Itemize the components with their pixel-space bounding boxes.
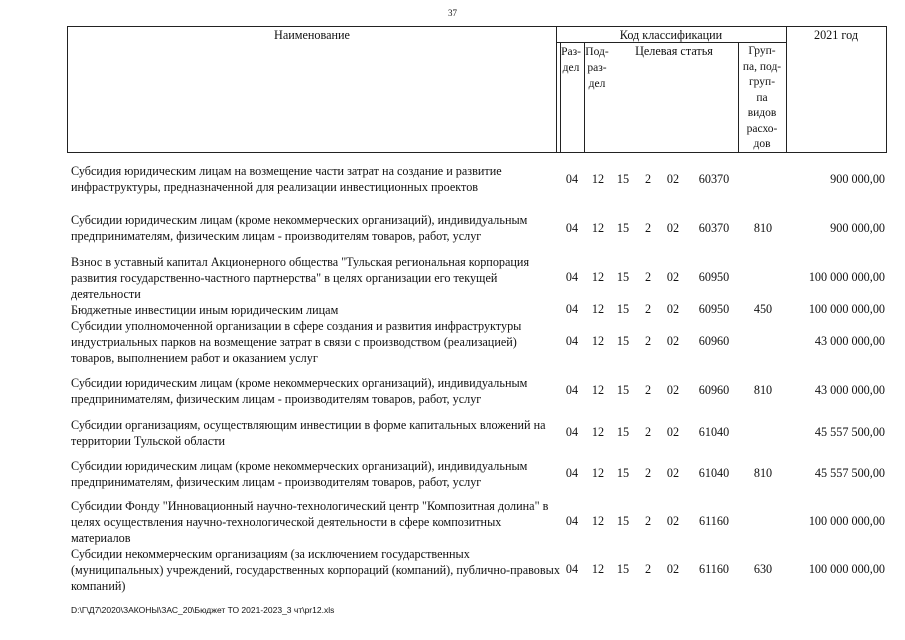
cell-target-3: 02 (666, 172, 680, 186)
cell-razdel: 04 (565, 466, 579, 480)
cell-vid: 810 (753, 466, 773, 480)
cell-target-1: 15 (616, 466, 630, 480)
cell-razdel: 04 (565, 270, 579, 284)
cell-target-3: 02 (666, 383, 680, 397)
cell-target-4: 60950 (698, 270, 730, 284)
cell-target-1: 15 (616, 302, 630, 316)
cell-target-2: 2 (644, 270, 652, 284)
table-header (67, 26, 887, 153)
cell-target-4: 60370 (698, 172, 730, 186)
cell-target-3: 02 (666, 270, 680, 284)
cell-razdel: 04 (565, 172, 579, 186)
row-name: Субсидии юридическим лицам (кроме некоммерческих организаций), индивидуальным предпринимателям, физическим лицам - производителям товаров, работ, услуг (71, 459, 528, 489)
cell-podrazdel: 12 (591, 334, 605, 348)
cell-podrazdel: 12 (591, 383, 605, 397)
cell-target-2: 2 (644, 425, 652, 439)
cell-target-1: 15 (616, 383, 630, 397)
cell-vid: 630 (753, 562, 773, 576)
cell-vid: 810 (753, 221, 773, 235)
header-year: 2021 год (813, 28, 859, 42)
cell-podrazdel: 12 (591, 302, 605, 316)
cell-razdel: 04 (565, 383, 579, 397)
cell-target-3: 02 (666, 425, 680, 439)
cell-amount: 100 000 000,00 (808, 270, 885, 284)
cell-razdel: 04 (565, 302, 579, 316)
row-name: Бюджетные инвестиции иным юридическим лицам (71, 303, 339, 317)
cell-razdel: 04 (565, 221, 579, 235)
row-name: Субсидии некоммерческим организациям (за исключением государственных (муниципальных) учреждений, государственных корпораций (компаний), публично-правовых компаний) (71, 547, 560, 593)
cell-amount: 100 000 000,00 (808, 302, 885, 316)
row-name: Субсидии юридическим лицам (кроме некоммерческих организаций), индивидуальным предпринимателям, физическим лицам - производителям товаров, работ, услуг (71, 213, 528, 243)
cell-target-4: 60960 (698, 334, 730, 348)
cell-target-4: 61040 (698, 466, 730, 480)
cell-target-4: 60950 (698, 302, 730, 316)
cell-target-1: 15 (616, 562, 630, 576)
cell-podrazdel: 12 (591, 466, 605, 480)
cell-target-3: 02 (666, 466, 680, 480)
cell-target-1: 15 (616, 514, 630, 528)
cell-target-2: 2 (644, 466, 652, 480)
row-name: Субсидии уполномоченной организации в сфере создания и развития инфраструктуры индустриальных парков на возмещение затрат в связи с производством (реализацией) товаров, выполнением работ и оказанием услуг (71, 319, 522, 365)
cell-amount: 100 000 000,00 (808, 562, 885, 576)
cell-target-3: 02 (666, 302, 680, 316)
cell-target-2: 2 (644, 302, 652, 316)
cell-target-2: 2 (644, 334, 652, 348)
cell-target-2: 2 (644, 514, 652, 528)
cell-vid: 810 (753, 383, 773, 397)
row-name: Субсидия юридическим лицам на возмещение части затрат на создание и развитие инфраструктуры, предназначенной для реализации инвестиционных проектов (71, 164, 502, 194)
cell-amount: 43 000 000,00 (814, 334, 885, 348)
cell-target-3: 02 (666, 334, 680, 348)
row-name: Взнос в уставный капитал Акционерного общества "Тульская региональная корпорация развития государственно-частного партнерства" в целях организации его текущей деятельности (71, 255, 530, 301)
cell-target-1: 15 (616, 425, 630, 439)
cell-target-1: 15 (616, 270, 630, 284)
cell-amount: 43 000 000,00 (814, 383, 885, 397)
page-number: 37 (448, 8, 457, 18)
header-vid: Груп- па, под- груп- па видов расхо- дов (742, 45, 782, 150)
cell-target-3: 02 (666, 562, 680, 576)
file-path-footer: D:\Г\Д7\2020\ЗАКОНЫ\ЗАС_20\Бюджет ТО 2021-2023_3 чт\pr12.xls (71, 605, 335, 615)
header-razdel: Раз- дел (561, 46, 581, 74)
cell-target-2: 2 (644, 383, 652, 397)
cell-podrazdel: 12 (591, 562, 605, 576)
cell-target-4: 61160 (698, 562, 730, 576)
cell-razdel: 04 (565, 514, 579, 528)
header-podrazdel: Под- раз- дел (585, 46, 609, 90)
cell-target-1: 15 (616, 334, 630, 348)
cell-podrazdel: 12 (591, 425, 605, 439)
cell-amount: 45 557 500,00 (814, 466, 885, 480)
cell-amount: 900 000,00 (830, 221, 885, 235)
cell-podrazdel: 12 (591, 221, 605, 235)
row-name: Субсидии юридическим лицам (кроме некоммерческих организаций), индивидуальным предпринимателям, физическим лицам - производителям товаров, работ, услуг (71, 376, 528, 406)
cell-razdel: 04 (565, 425, 579, 439)
cell-target-4: 61160 (698, 514, 730, 528)
cell-target-4: 60370 (698, 221, 730, 235)
cell-target-3: 02 (666, 221, 680, 235)
cell-podrazdel: 12 (591, 270, 605, 284)
cell-target-2: 2 (644, 221, 652, 235)
cell-amount: 45 557 500,00 (814, 425, 885, 439)
cell-vid: 450 (753, 302, 773, 316)
header-target: Целевая статья (635, 44, 713, 58)
cell-target-1: 15 (616, 221, 630, 235)
cell-target-2: 2 (644, 172, 652, 186)
cell-razdel: 04 (565, 562, 579, 576)
cell-podrazdel: 12 (591, 514, 605, 528)
cell-target-4: 60960 (698, 383, 730, 397)
cell-podrazdel: 12 (591, 172, 605, 186)
cell-target-2: 2 (644, 562, 652, 576)
cell-target-4: 61040 (698, 425, 730, 439)
row-name: Субсидии Фонду "Инновационный научно-технологический центр "Композитная долина" в целях осуществления научно-технологической деятельности в сфере композитных материалов (71, 499, 549, 545)
cell-target-3: 02 (666, 514, 680, 528)
cell-amount: 900 000,00 (830, 172, 885, 186)
header-name: Наименование (274, 28, 350, 42)
row-name: Субсидии организациям, осуществляющим инвестиции в форме капитальных вложений на территории Тульской области (71, 418, 546, 448)
cell-razdel: 04 (565, 334, 579, 348)
cell-amount: 100 000 000,00 (808, 514, 885, 528)
header-code-group: Код классификации (619, 28, 723, 42)
cell-target-1: 15 (616, 172, 630, 186)
